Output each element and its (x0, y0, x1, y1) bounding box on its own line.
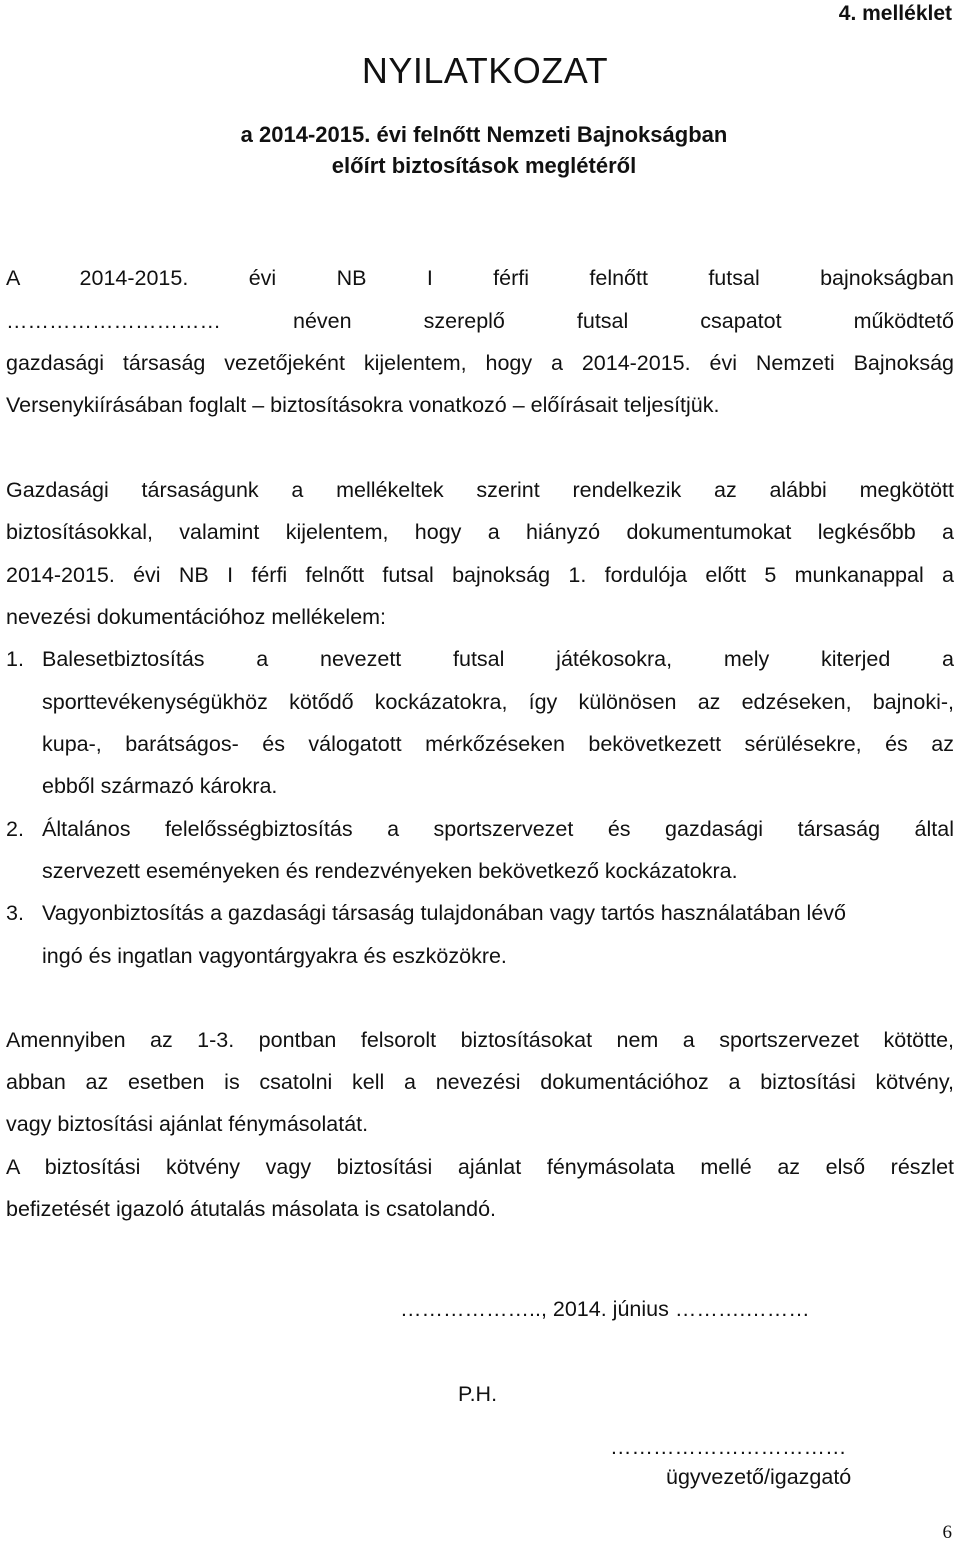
list-item-line: Vagyonbiztosítás a gazdasági társaság tulajdonában vagy tartós használatában lévő (42, 901, 847, 925)
body-line: Gazdasági társaságunk a mellékeltek szerint rendelkezik az alábbi megkötött (6, 478, 954, 502)
body-line: biztosításokkal, valamint kijelentem, hogy a hiányzó dokumentumokat legkésőbb a (6, 520, 954, 544)
list-item-line: ingó és ingatlan vagyontárgyakra és eszközökre. (42, 944, 507, 968)
list-item-number: 2. (6, 817, 24, 841)
intro-line: gazdasági társaság vezetőjeként kijelentem, hogy a 2014-2015. évi Nemzeti Bajnokság (6, 351, 954, 375)
body-line: 2014-2015. évi NB I férfi felnőtt futsal bajnokság 1. fordulója előtt 5 munkanappal a (6, 563, 954, 587)
body-line: vagy biztosítási ajánlat fénymásolatát. (6, 1112, 369, 1136)
list-item-line: szervezett eseményeken és rendezvényeken bekövetkező kockázatokra. (42, 859, 738, 883)
body-line: Amennyiben az 1-3. pontban felsorolt biztosításokat nem a sportszervezet kötötte, (6, 1028, 954, 1052)
intro-line: Versenykiírásában foglalt – biztosításokra vonatkozó – előírásait teljesítjük. (6, 393, 720, 417)
page-number: 6 (942, 1522, 952, 1543)
list-item-line: Balesetbiztosítás a nevezett futsal játékosokra, mely kiterjed a (42, 647, 954, 671)
subtitle-line-2: előírt biztosítások meglétéről (331, 153, 637, 178)
list-item-line: sporttevékenységükhöz kötődő kockázatokra, így különösen az edzéseken, bajnoki-, (42, 690, 954, 714)
place-date-line: ……………….., 2014. június ……….……… (400, 1297, 810, 1321)
body-line: A biztosítási kötvény vagy biztosítási ajánlat fénymásolata mellé az első részlet (6, 1155, 954, 1179)
subtitle-line-1: a 2014-2015. évi felnőtt Nemzeti Bajnokságban (240, 122, 728, 147)
body-line: befizetését igazoló átutalás másolata is csatolandó. (6, 1197, 497, 1221)
list-item-number: 1. (6, 647, 24, 671)
list-item-line: kupa-, barátságos- és válogatott mérkőzéseken bekövetkezett sérülésekre, és az (42, 732, 954, 756)
signature-line: …………………………… (610, 1435, 847, 1459)
stamp-placeholder: P.H. (458, 1382, 498, 1406)
document-title: NYILATKOZAT (361, 50, 609, 91)
intro-line: A 2014-2015. évi NB I férfi felnőtt futsal bajnokságban (6, 266, 954, 290)
list-item-number: 3. (6, 901, 24, 925)
body-line: nevezési dokumentációhoz mellékelem: (6, 605, 387, 629)
list-item-line: ebből származó károkra. (42, 774, 278, 798)
body-line: abban az esetben is csatolni kell a nevezési dokumentációhoz a biztosítási kötvény, (6, 1070, 954, 1094)
annex-label: 4. melléklet (838, 2, 952, 25)
intro-line: ………………………… néven szereplő futsal csapatot működtető (6, 309, 954, 333)
signature-label: ügyvezető/igazgató (666, 1465, 852, 1489)
list-item-line: Általános felelősségbiztosítás a sportszervezet és gazdasági társaság által (42, 817, 954, 841)
